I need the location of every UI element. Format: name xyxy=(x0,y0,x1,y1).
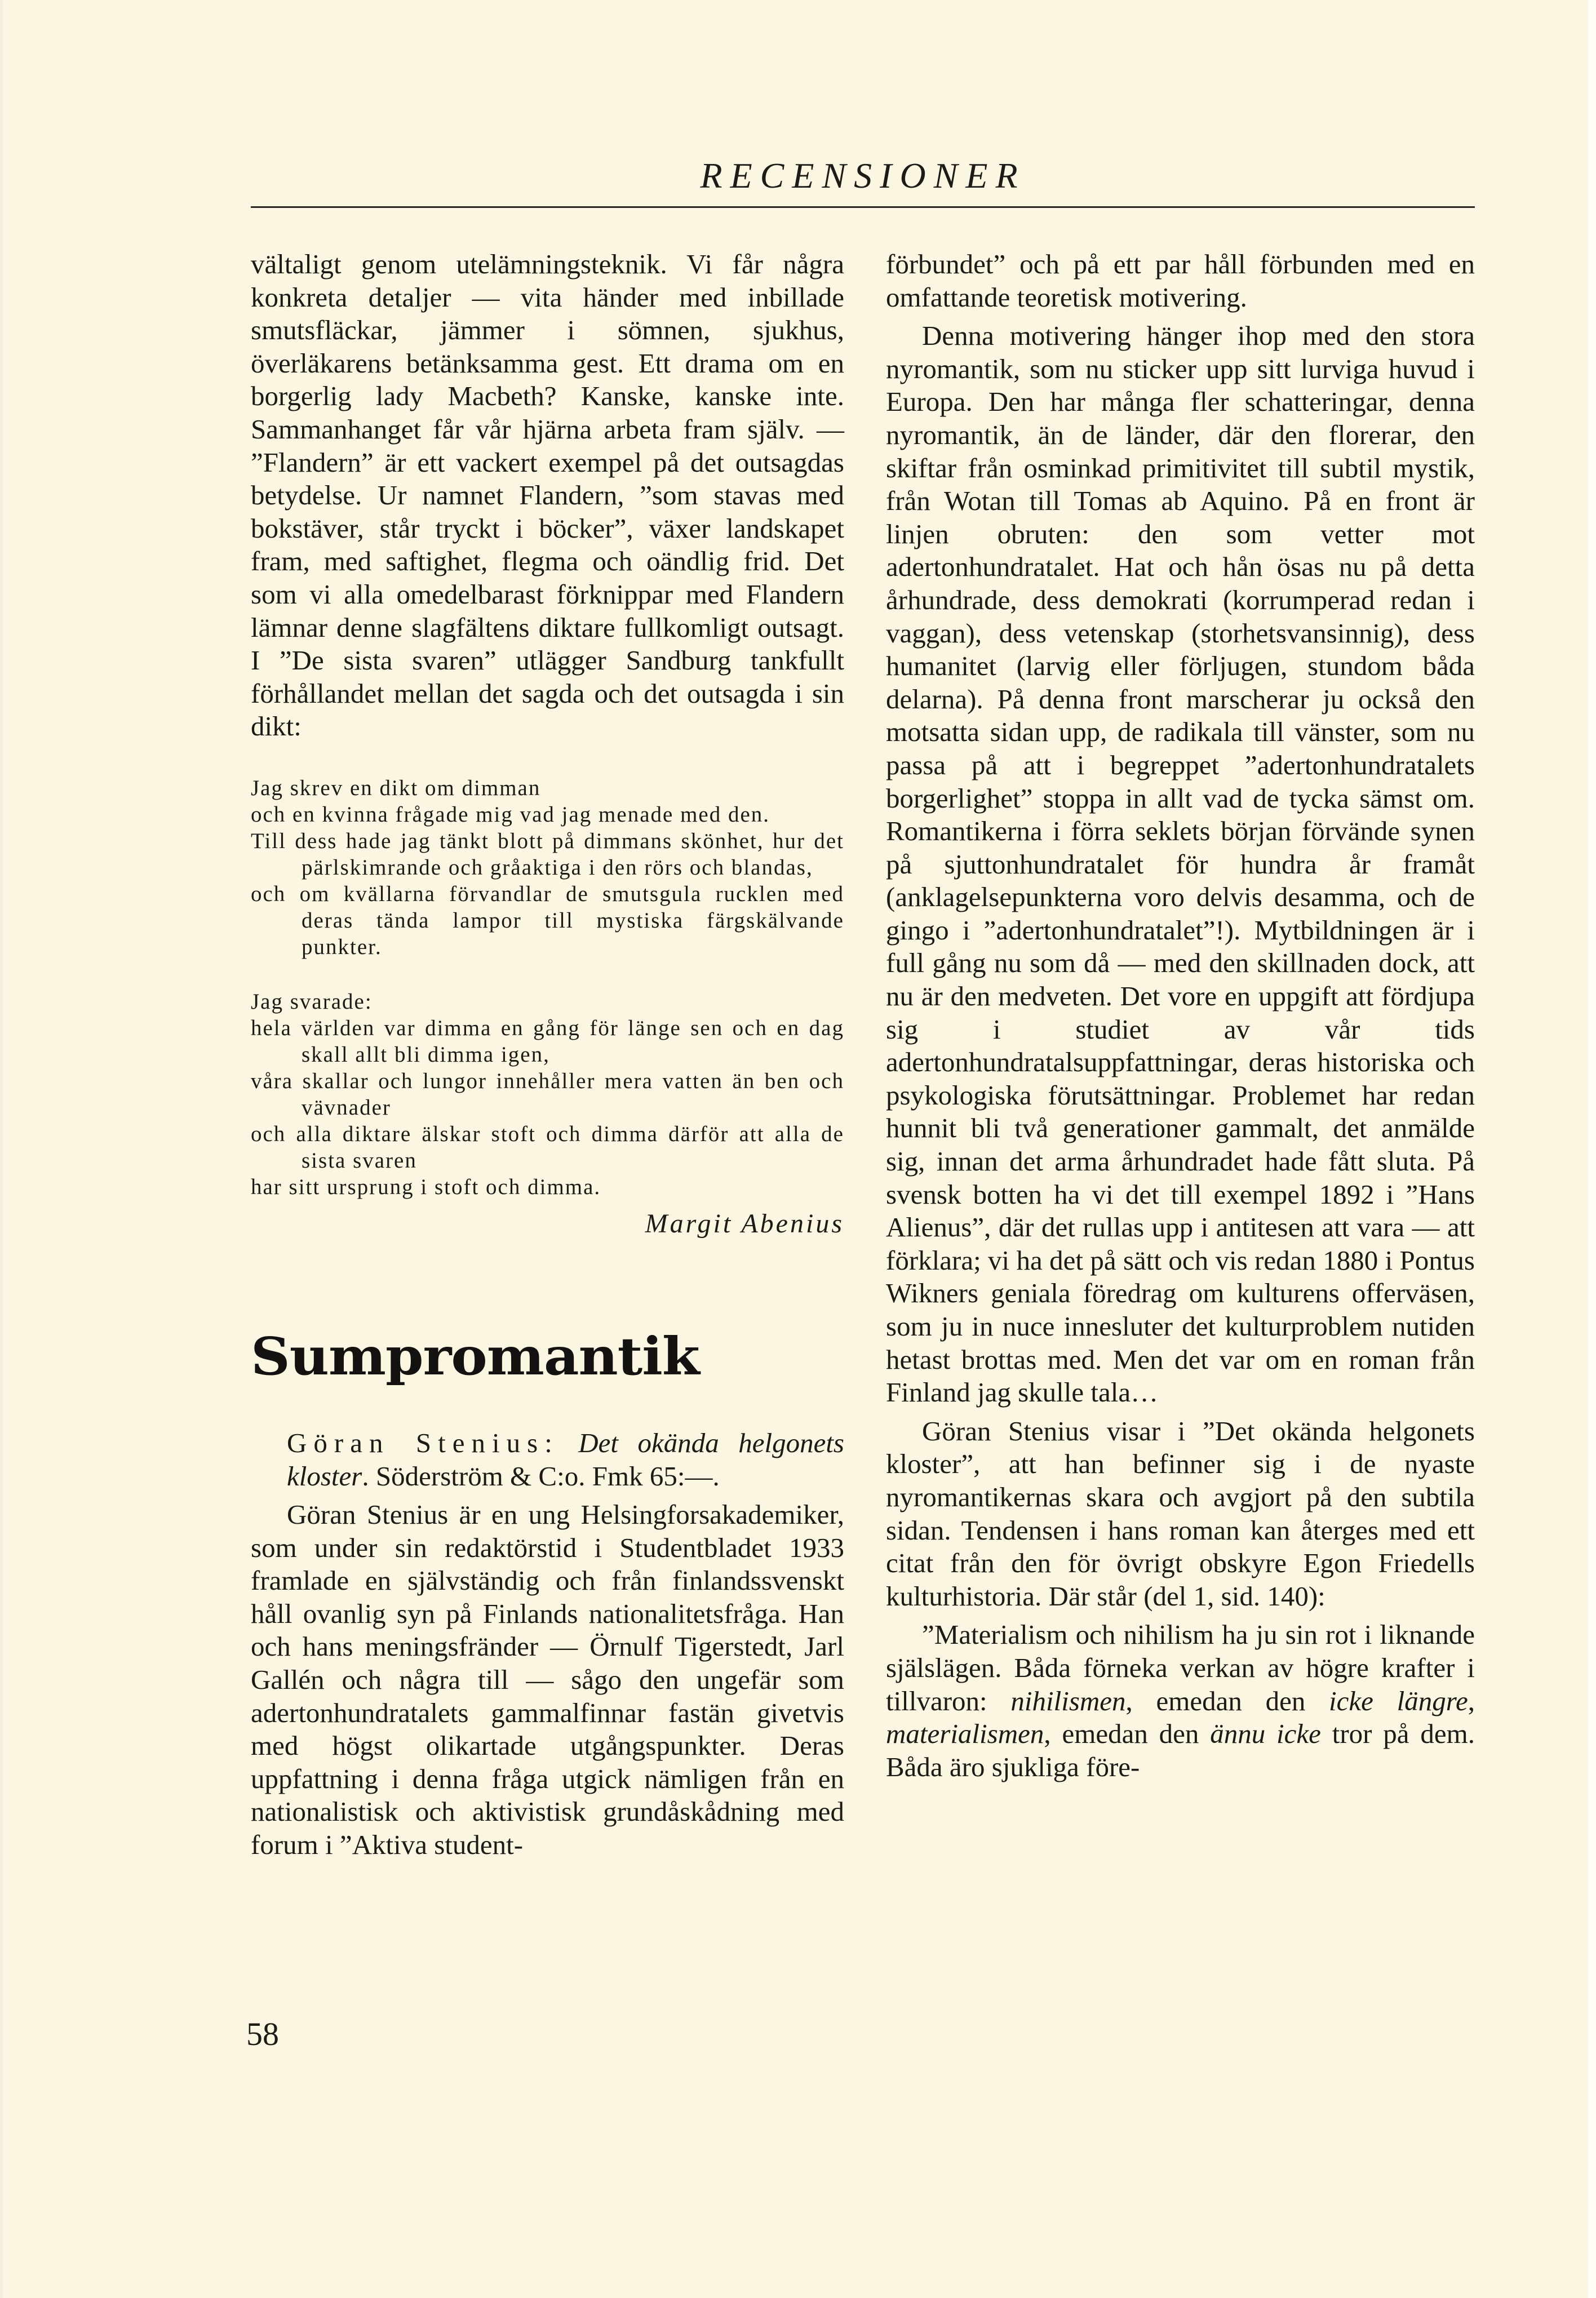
header-rule xyxy=(251,206,1475,208)
quote-text: , xyxy=(1468,1685,1475,1716)
quote-text: ”Materialism och nihilism ha ju sin rot i liknande själslägen. Båda förneka verkan av högre krafter i tillvaron: xyxy=(886,1619,1475,1716)
poem-line: hela världen var dimma en gång för länge sen och en dag skall allt bli dimma igen, xyxy=(251,1015,844,1067)
right-column xyxy=(886,248,1475,1784)
poem-line: har sitt ursprung i stoft och dimma. xyxy=(251,1174,601,1199)
poem-line: Jag skrev en dikt om dimman xyxy=(251,775,541,800)
poem-line: och om kvällarna förvandlar de smutsgula rucklen med deras tända lampor till mystiska färgskälvande punkter. xyxy=(251,881,844,959)
left-column xyxy=(251,248,844,1862)
bibliographic-entry xyxy=(251,1427,844,1493)
poem-line: och en kvinna frågade mig vad jag menade med den. xyxy=(251,802,770,827)
book-title: Det okända helgonets kloster xyxy=(287,1427,845,1492)
quote-emphasis: icke längre xyxy=(1329,1685,1468,1716)
paragraph: Denna motivering hänger ihop med den stora nyromantik, som nu sticker upp sitt lurviga huvud i Europa. Den har många fler schatteringar, denna nyromantik, än de länder, där den florerar, den skiftar från osminkad primitivitet till subtil mystik, från Wotan till Tomas ab Aquino. På en front är linjen obruten: den som vetter mot adertonhundratalet. Hat och hån ösas nu på detta århundrade, dess demokrati (korrumperad redan i vaggan), dess vetenskap (storhetsvansinnig), dess humanitet (larvig eller förljugen, stundom båda delarna). På denna front marscherar ju också den motsatta sidan upp, de radikala till vänster, som nu passa på att i begreppet ”adertonhundratalets borgerlighet” stoppa in allt vad de tycka sämst om. Romantikerna i förra seklets början förvände synen på sjuttonhundratalet för hundra år framåt (anklagelsepunkterna voro delvis desamma, och de gingo i ”adertonhundratalet”!). Mytbildningen är i full gång nu som då — med den skillnaden dock, att nu är den medveten. Det vore en uppgift att fördjupa sig i studiet av vår tids adertonhundratalsuppfattningar, deras historiska och psykologiska förutsättningar. Problemet har redan hunnit bli två generationer gammalt, det anmälde sig, innan det arma århundradet hade fått sluta. På svensk botten ha vi det till exempel 1892 i ”Hans Alienus”, där det rullas upp i antitesen att vara — att förklara; vi ha det på sätt och vis redan 1880 i Pontus Wikners geniala föredrag om kulturens offerväsen, som ju in nuce innesluter det kulturproblem nutiden hetast brottas med. Men det var om en roman från Finland jag skulle tala… xyxy=(886,320,1475,1408)
section-title: Sumpromantik xyxy=(251,1325,699,1387)
poem-stanza-2 xyxy=(251,988,844,1200)
review-signature: Margit Abenius xyxy=(645,1208,844,1239)
friedell-quote xyxy=(886,1618,1475,1784)
poem-line: Jag svarade: xyxy=(251,989,373,1014)
poem-line: våra skallar och lungor innehåller mera vatten än ben och vävnader xyxy=(251,1068,844,1120)
quote-text: , emedan den xyxy=(1125,1685,1329,1716)
page-number: 58 xyxy=(246,2016,279,2052)
poem-quote xyxy=(251,775,844,1200)
poem-line: Till dess hade jag tänkt blott på dimmans skönhet, hur det pärlskimrande och gråaktiga i den rörs och blandas, xyxy=(251,828,844,880)
poem-line: och alla diktare älskar stoft och dimma därför att alla de sista svaren xyxy=(251,1121,844,1173)
quote-emphasis: ännu icke xyxy=(1210,1718,1321,1750)
paragraph: förbundet” och på ett par håll förbunden med en omfattande teoretisk motivering. xyxy=(886,249,1475,313)
quote-emphasis: materialismen xyxy=(886,1718,1044,1750)
book-author: Göran Stenius: xyxy=(287,1427,559,1458)
book-publisher: . Söderström & C:o. Fmk 65:—. xyxy=(362,1460,720,1492)
paragraph: Göran Stenius visar i ”Det okända helgonets kloster”, att han befinner sig i de nyaste nyromantikernas skara och avgjort på den subtila sidan. Tendensen i hans roman kan återges med ett citat från den för övrigt obskyre Egon Friedells kulturhistoria. Där står (del 1, sid. 140): xyxy=(886,1415,1475,1612)
page-edge-left xyxy=(0,0,3,2298)
quote-text: tror på dem. Båda äro sjukliga före- xyxy=(886,1718,1475,1782)
running-head: RECENSIONER xyxy=(700,156,1026,196)
quote-text: , emedan den xyxy=(1044,1718,1211,1750)
quote-emphasis: nihilismen xyxy=(1010,1685,1126,1716)
page-edge-right xyxy=(1588,0,1596,2298)
intro-paragraph: vältaligt genom utelämningsteknik. Vi får några konkreta detaljer — vita händer med inbillade smutsfläckar, jämmer i sömnen, sjukhus, överläkarens betänksamma gest. Ett drama om en borgerlig lady Macbeth? Kanske, kanske inte. Sammanhanget får vår hjärna arbeta fram själv. — ”Flandern” är ett vackert exempel på det outsagdas betydelse. Ur namnet Flandern, ”som stavas med bokstäver, står tryckt i böcker”, växer landskapet fram, med saftighet, flegma och oändlig frid. Det som vi alla omedelbarast förknippar med Flandern lämnar denne slagfältens diktare fullkomligt outsagt. I ”De sista svaren” utlägger Sandburg tankfullt förhållandet mellan det sagda och det outsagda i sin dikt: xyxy=(251,249,844,742)
review-paragraph: Göran Stenius är en ung Helsingforsakademiker, som under sin redaktörstid i Studentbladet 1933 framlade en självständig och från finlandssvenskt håll ovanlig syn på Finlands nationalitetsfråga. Han och hans meningsfränder — Örnulf Tigerstedt, Jarl Gallén och några till — sågo den ungefär som adertonhundratalets gammalfinnar fastän givetvis med högst olikartade utgångspunkter. Deras uppfattning i denna fråga utgick nämligen från en nationalistisk och aktivistisk grundåskådning med forum i ”Aktiva student- xyxy=(251,1499,844,1861)
poem-stanza-1 xyxy=(251,775,844,960)
